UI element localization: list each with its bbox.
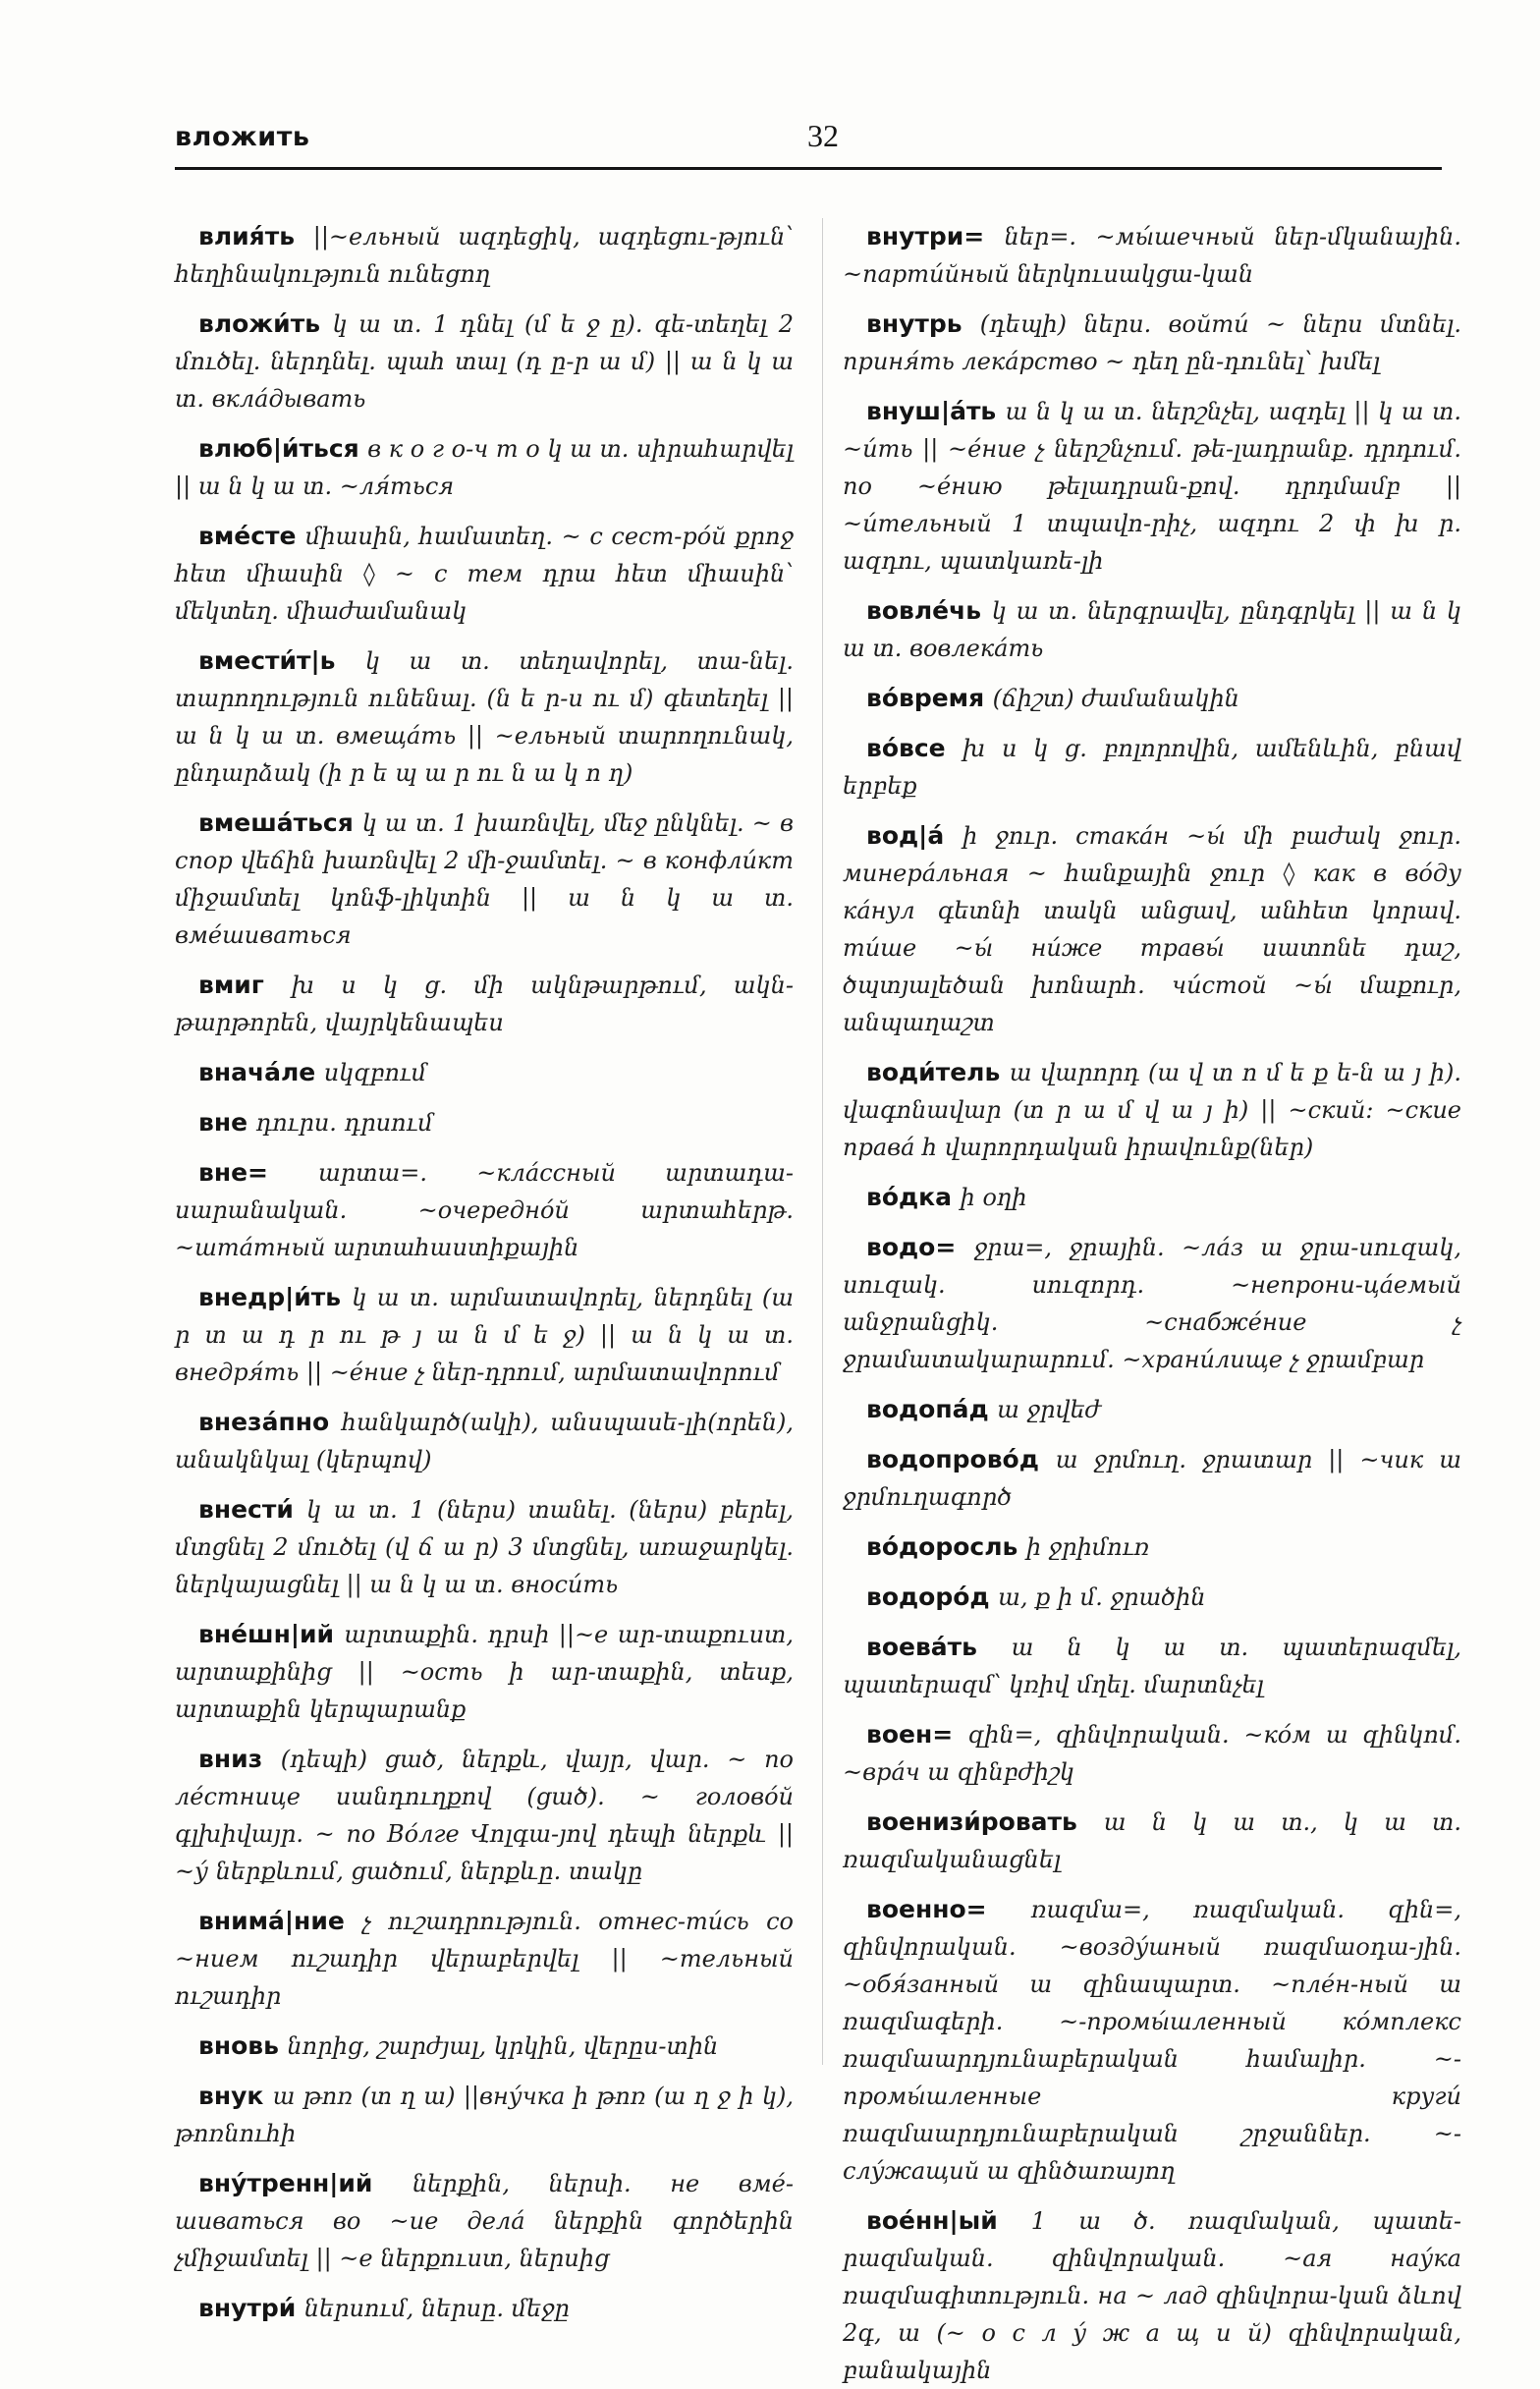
dictionary-entry (843, 218, 1461, 293)
entry-headword: во́дка (866, 1183, 953, 1211)
dictionary-entry (843, 680, 1461, 717)
dictionary-entry (175, 1154, 794, 1266)
entry-definition: ||~ельный ազդեցիկ, ազդեցու-թյուն՝ հեղինակություն ունեցող (175, 223, 794, 288)
entry-definition: նորից, շարժյալ, կրկին, վերըս-տին (287, 2032, 719, 2060)
entry-headword: внедр|и́ть (198, 1283, 342, 1311)
entry-headword: внести́ (198, 1495, 294, 1524)
entry-headword: водопа́д (866, 1395, 989, 1423)
entry-headword: вод|а́ (866, 821, 945, 850)
entry-headword: воева́ть (866, 1633, 977, 1661)
entry-headword: внуш|а́ть (866, 397, 997, 425)
entry-definition: կ ա տ. տեղավորել, տա-նել. տարողություն ունենալ. (ն ե ր-ս ու մ) գետեղել || ա ն կ ա տ. вмеща́ть || ~ельный տարողունակ, ընդարձակ (ի ր ե պ ա ր ու ն ա կ ո ղ) (175, 647, 794, 787)
guide-word: вложить (175, 122, 310, 152)
entry-definition: խ ս կ ց. բոլորովին, ամենևին, բնավ երբեք (843, 735, 1461, 800)
dictionary-entry (843, 592, 1461, 667)
dictionary-entry (843, 1054, 1461, 1166)
entry-definition: միասին, համատեղ. ~ с сест-ро́й քրոջ հետ միասին ◊ ~ с тем դրա հետ միասին՝ մեկտեղ. միաժամանակ (175, 523, 794, 625)
dictionary-entry (175, 2028, 794, 2065)
entry-headword: вложи́ть (198, 309, 320, 338)
dictionary-entry (843, 1629, 1461, 1703)
entry-definition: կ ա տ. 1 դնել (մ ե ջ ը). գե-տեղել 2 մուծել. ներդնել. պահ տալ (դ ը-ր ա մ) || ա ն կ ա տ. вкла́дывать (175, 310, 794, 413)
entry-headword: внутрь (866, 309, 962, 338)
entry-headword: вмиг (198, 971, 264, 999)
entry-definition: ա ջրմուղ. ջրատար || ~чик ա ջրմուղագործ (843, 1446, 1461, 1511)
entry-headword: вовле́чь (866, 596, 982, 625)
dictionary-entry (175, 430, 794, 505)
entry-headword: водопрово́д (866, 1445, 1039, 1473)
entry-headword: воен= (866, 1720, 954, 1749)
dictionary-entry (843, 1391, 1461, 1428)
dictionary-entry (175, 1404, 794, 1478)
entry-definition: ա ն կ ա տ., կ ա տ. ռազմականացնել (843, 1808, 1461, 1873)
page-number: 32 (807, 118, 839, 153)
entry-headword: вмеша́ться (198, 808, 354, 837)
dictionary-entry (175, 967, 794, 1041)
entry-headword: во́время (866, 684, 985, 712)
entry-definition: կ ա տ. ներգրավել, ընդգրկել || ա ն կ ա տ. вовлека́ть (843, 597, 1461, 662)
dictionary-entry (175, 1903, 794, 2015)
dictionary-entry (843, 1229, 1461, 1378)
entry-definition: հանկարծ(ակի), անսպասե-լի(որեն), անակնկալ (կերպով) (175, 1409, 794, 1473)
entry-definition: ա վարորդ (ա վ տ ո մ ե ք ե-ն ա յ ի). վագոնավար (տ ր ա մ վ ա յ ի) || ~ский: ~ские права́ հ վարորդական իրավունք(ներ) (843, 1059, 1461, 1161)
entry-definition: կ ա տ. 1 (ներս) տանել. (ներս) բերել, մտցնել 2 մուծել (վ ճ ա ր) 3 մտցնել, առաջարկել. ներկայացնել || ա ն կ ա տ. вноси́ть (175, 1496, 794, 1598)
entry-definition: դուրս. դրսում (255, 1109, 433, 1137)
dictionary-entry (175, 218, 794, 293)
entry-definition: ա ն կ ա տ. ներշնչել, ազդել || կ ա տ. ~и́ть || ~е́ние չ ներշնչում. թե-լադրանք. դրդում. по ~е́нию թելադրան-քով. դրդմամբ || ~и́тельный 1 տպավո-րիչ, ազդու 2 փ խ ր. ազդու, պատկառե-լի (843, 398, 1461, 575)
dictionary-entry (175, 1491, 794, 1603)
dictionary-entry (843, 1804, 1461, 1878)
dictionary-entry (175, 2165, 794, 2277)
entry-definition: 1 ա ծ. ռազմական, պատե-րազմական. զինվորական. ~ая нау́ка ռազմագիտություն. на ~ лад զինվորա-կան ձևով 2գ, ա (~ о с л у́ ж а щ и й) զինվորական, բանակային (843, 2207, 1461, 2384)
dictionary-entry (175, 1104, 794, 1141)
entry-headword: внача́ле (198, 1058, 316, 1086)
entry-definition: (դեպի) ներս. войти́ ~ ներս մտնել. приня́ть лека́рство ~ դեղ ըն-դունել՝ խմել (843, 310, 1461, 375)
dictionary-entry (175, 1741, 794, 1890)
entry-headword: внук (198, 2082, 264, 2110)
entry-headword: води́тель (866, 1058, 1001, 1086)
left-column (175, 218, 794, 2330)
right-column (843, 218, 1461, 2384)
dictionary-entry (843, 2202, 1461, 2389)
entry-definition: չ ուշադրություն. отнес-ти́сь со ~нием ուշադիր վերաբերվել || ~тельный ուշադիր (175, 1908, 794, 2010)
entry-definition: արտաքին. դրսի ||~е ար-տաքուստ, արտաքինից || ~ость ի ար-տաքին, տեսք, արտաքին կերպարանք (175, 1621, 794, 1723)
entry-definition: ա, ք ի մ. ջրածին (998, 1583, 1206, 1611)
entry-definition: ներսում, ներսը. մեջը (303, 2295, 570, 2322)
dictionary-entry (175, 1054, 794, 1091)
entry-definition: (դեպի) ցած, ներքև, վայր, վար. ~ по ле́стнице սանդուղքով (ցած). ~ голово́й գլխիվայր. ~ по Во́лге Վոլգա-յով դեպի ներքև || ~у́ ներքևում, ցածում, ներքևը. տակը (175, 1746, 794, 1885)
dictionary-entry (175, 518, 794, 630)
dictionary-entry (175, 2290, 794, 2327)
entry-definition: խ ս կ ց. մի ակնթարթում, ակն-թարթորեն, վայրկենապես (175, 972, 794, 1036)
entry-headword: военно= (866, 1895, 987, 1923)
entry-definition: ի ջուր. стака́н ~ы́ մի բաժակ ջուր. минера́льная ~ հանքային ջուր ◊ как в во́ду ка́нул գետնի տակն անցավ, անհետ կորավ. ти́ше ~ы́ ни́же травы́ սատոնե դաշ, ծպտյալեծան խոնարհ. чи́стой ~ы́ մաքուր, անպաղաշտ (843, 822, 1461, 1036)
dictionary-entry (843, 1441, 1461, 1516)
entry-headword: влюб|и́ться (198, 434, 359, 463)
entry-definition: ա ն կ ա տ. պատերազմել, պատերազմ՝ կռիվ մղել. մարտնչել (843, 1634, 1461, 1698)
column-divider (822, 218, 823, 2065)
entry-headword: вне= (198, 1158, 268, 1187)
dictionary-entry (175, 2078, 794, 2152)
entry-headword: внутри́ (198, 2294, 297, 2322)
entry-definition: ներ=. ~мы́шечный ներ-մկանային. ~парти́йный ներկուսակցա-կան (843, 223, 1461, 288)
entry-definition: կ ա տ. արմատավորել, ներդնել (ա ր տ ա դ ր ու թ յ ա ն մ ե ջ) || ա ն կ ա տ. внедря́ть || ~е́ние չ ներ-դրում, արմատավորում (175, 1284, 794, 1386)
page-header (175, 116, 1442, 170)
entry-headword: водо= (866, 1233, 957, 1261)
entry-headword: во́доросль (866, 1532, 1018, 1561)
entry-headword: вниз (198, 1745, 263, 1773)
entry-definition: в к о г о-ч т о կ ա տ. սիրահարվել || ա ն կ ա տ. ~ля́ться (175, 435, 794, 500)
dictionary-entry (843, 817, 1461, 1041)
dictionary-entry (843, 1716, 1461, 1791)
entry-definition: ռազմա=, ռազմական. զին=, զինվորական. ~возду́шный ռազմաօդա-յին. ~обя́занный ա զինապարտ. ~пле́н-ный ա ռազմագերի. ~-промы́шленный ко́мплекс ռազմաարդյունաբերական համալիր. ~-промы́шленные круги́ ռազմաարդյունաբերական շրջաններ. ~-слу́жащий ա զինծառայող (843, 1896, 1461, 2185)
entry-definition: զին=, զինվորական. ~ко́м ա զինկոմ. ~вра́ч ա զինբժիշկ (843, 1721, 1461, 1786)
dictionary-entry (843, 1579, 1461, 1616)
entry-definition: ներքին, ներսի. не вме́-шиваться во ~ие дела́ ներքին գործերին չմիջամտել || ~е ներքուստ, ներսից (175, 2170, 794, 2272)
entry-headword: вме́сте (198, 522, 297, 550)
dictionary-entry (843, 393, 1461, 580)
entry-headword: влия́ть (198, 222, 295, 250)
entry-definition: ջրա=, ջրային. ~ла́з ա ջրա-սուզակ, սուզակ. սուզորդ. ~непрони-ца́емый անջրանցիկ. ~снабже́ние չ ջրամատակարարում. ~храни́лище չ ջրամբար (843, 1234, 1461, 1373)
entry-headword: вмести́т|ь (198, 646, 336, 675)
dictionary-entry (175, 1279, 794, 1391)
entry-headword: внима́|ние (198, 1907, 345, 1935)
entry-headword: внутри= (866, 222, 985, 250)
entry-definition: կ ա տ. 1 խառնվել, մեջ ընկնել. ~ в спор վեճին խառնվել 2 մի-ջամտել. ~ в конфли́кт միջամտել կոնֆ-լիկտին || ա ն կ ա տ. вме́шиваться (175, 809, 794, 949)
entry-headword: вне́шн|ий (198, 1620, 335, 1648)
entry-definition: ի օղի (960, 1184, 1027, 1211)
entry-headword: вое́нн|ый (866, 2206, 998, 2235)
entry-definition: սկզբում (323, 1059, 427, 1086)
dictionary-entry (843, 1891, 1461, 2190)
dictionary-entry (843, 306, 1461, 380)
entry-headword: во́все (866, 734, 946, 762)
entry-definition: արտա=. ~кла́ссный արտադա-սարանական. ~очередно́й արտահերթ. ~шта́тный արտահաստիքային (175, 1159, 794, 1261)
entry-headword: военизи́ровать (866, 1807, 1077, 1836)
entry-definition: ա թոռ (տ ղ ա) ||вну́чка ի թոռ (ա ղ ջ ի կ), թոռնուհի (175, 2083, 794, 2147)
dictionary-entry (175, 805, 794, 954)
entry-headword: водоро́д (866, 1583, 990, 1611)
dictionary-entry (175, 1616, 794, 1728)
dictionary-entry (843, 730, 1461, 805)
entry-headword: вне (198, 1108, 248, 1137)
dictionary-entry (175, 642, 794, 792)
entry-headword: внеза́пно (198, 1408, 330, 1436)
dictionary-entry (175, 306, 794, 417)
entry-definition: (ճիշտ) ժամանակին (992, 685, 1239, 712)
dictionary-entry (843, 1528, 1461, 1566)
entry-headword: вновь (198, 2031, 279, 2060)
entry-definition: ա ջրվեժ (997, 1396, 1101, 1423)
entry-headword: вну́тренн|ий (198, 2169, 373, 2197)
entry-definition: ի ջրիմուռ (1025, 1533, 1150, 1561)
dictionary-entry (843, 1179, 1461, 1216)
